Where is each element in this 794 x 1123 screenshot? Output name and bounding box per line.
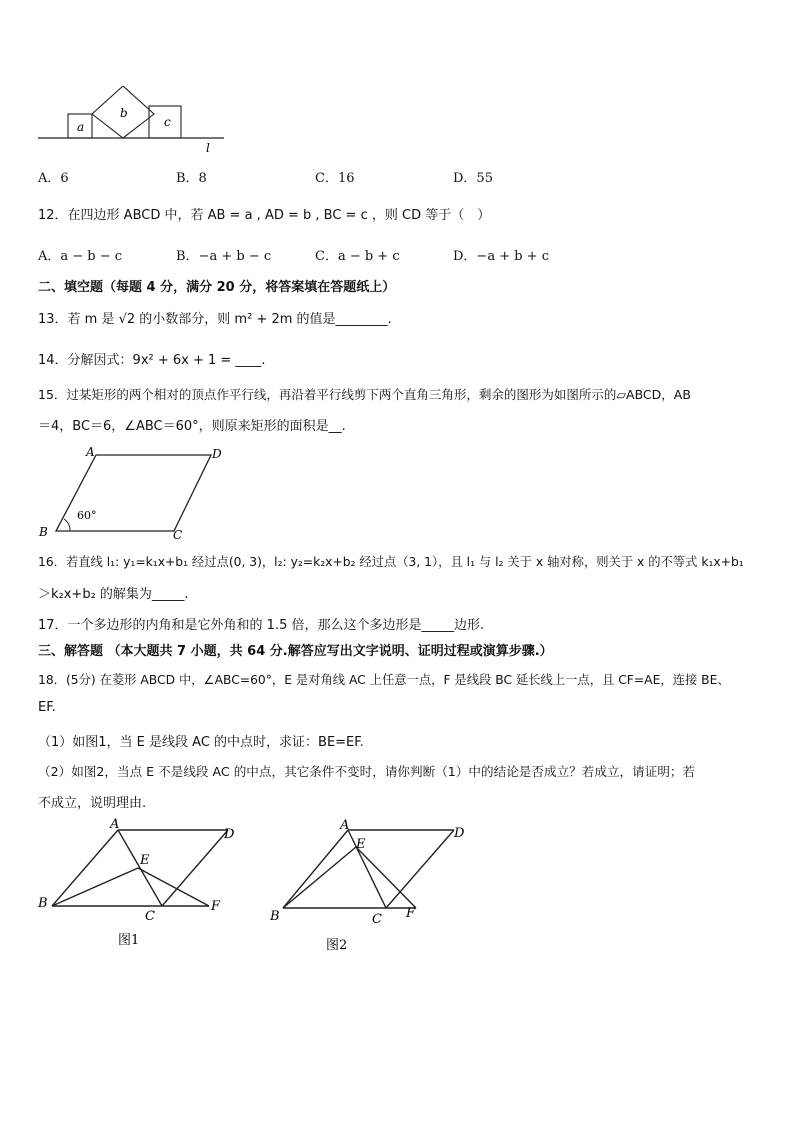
fig2-side-dc bbox=[386, 830, 454, 908]
fig2-label-c: C bbox=[372, 912, 382, 927]
q13-text: 13．若 m 是 √2 的小数部分，则 m² + 2m 的值是________. bbox=[38, 312, 392, 327]
q14-text: 14．分解因式：9x² + 6x + 1 = ____. bbox=[38, 353, 266, 368]
q17-text: 17．一个多边形的内角和是它外角和的 1.5 倍，那么这个多边形是_____边形. bbox=[38, 618, 485, 633]
fig2-label-f: F bbox=[406, 906, 416, 921]
label-b: b bbox=[120, 106, 128, 120]
vertex-c: C bbox=[173, 528, 183, 542]
fig2-caption: 图2 bbox=[326, 938, 348, 953]
fig2-label-e: E bbox=[356, 837, 366, 852]
q11-option-d: D．55 bbox=[453, 171, 493, 186]
section3-heading: 三、解答题 （本大题共 7 小题，共 64 分.解答应写出文字说明、证明过程或演算步骤.） bbox=[38, 644, 553, 659]
q18-figure-2 bbox=[268, 816, 488, 956]
fig2-diagonal-ac bbox=[348, 830, 386, 908]
fig1-label-f: F bbox=[211, 899, 221, 914]
label-l: l bbox=[206, 141, 210, 155]
fig1-segment-ef bbox=[138, 868, 209, 906]
fig1-label-d: D bbox=[224, 827, 235, 842]
fig2-side-ab bbox=[283, 830, 348, 908]
vertex-a: A bbox=[86, 445, 95, 459]
q12-option-d: D．−a + b + c bbox=[453, 249, 549, 264]
fig1-segment-be bbox=[52, 868, 138, 906]
angle-arc bbox=[64, 519, 70, 531]
fig2-label-d: D bbox=[454, 826, 465, 841]
label-a: a bbox=[77, 120, 85, 134]
q18-line1: 18．(5分) 在菱形 ABCD 中，∠ABC=60°，E 是对角线 AC 上任意一点，F 是线段 BC 延长线上一点，且 CF=AE，连接 BE、 bbox=[38, 673, 730, 687]
q16-line1: 16．若直线 l₁: y₁=k₁x+b₁ 经过点(0, 3)，l₂: y₂=k₂x+b₂ 经过点（3, 1），且 l₁ 与 l₂ 关于 x 轴对称，则关于 x 的不等式 k₁x+b₁ bbox=[38, 555, 744, 569]
fig2-segment-be bbox=[283, 847, 356, 908]
fig1-caption: 图1 bbox=[118, 933, 140, 948]
q12-stem: 12．在四边形 ABCD 中，若 AB = a , AD = b , BC = c ，则 CD 等于（ ） bbox=[38, 208, 491, 223]
q11-option-a: A．6 bbox=[38, 171, 69, 186]
q11-option-b: B．8 bbox=[176, 171, 207, 186]
vertex-d: D bbox=[212, 447, 222, 461]
fig1-side-ab bbox=[52, 830, 118, 906]
q18-part1: （1）如图1，当 E 是线段 AC 的中点时，求证：BE=EF. bbox=[38, 735, 364, 750]
q18-part2-line2: 不成立，说明理由. bbox=[38, 796, 147, 811]
q15-parallelogram-figure bbox=[36, 444, 236, 542]
q18-figure-1 bbox=[34, 816, 254, 956]
fig2-segment-ef bbox=[356, 847, 416, 908]
q11-option-c: C．16 bbox=[315, 171, 355, 186]
fig1-label-a: A bbox=[110, 817, 120, 832]
q11-squares-figure bbox=[36, 86, 236, 156]
q12-option-c: C．a − b + c bbox=[315, 249, 400, 264]
fig1-side-dc bbox=[162, 830, 228, 906]
fig1-label-b: B bbox=[38, 896, 48, 911]
q16-line2: ＞k₂x+b₂ 的解集为_____. bbox=[38, 587, 189, 602]
fig2-label-b: B bbox=[270, 909, 280, 924]
q12-option-a: A．a − b − c bbox=[38, 249, 123, 264]
q18-line2: EF. bbox=[38, 700, 56, 715]
q18-part2-line1: （2）如图2，当点 E 不是线段 AC 的中点，其它条件不变时，请你判断（1）中的结论是否成立？若成立，请证明；若 bbox=[38, 764, 696, 779]
vertex-b: B bbox=[39, 525, 48, 539]
fig1-label-c: C bbox=[145, 909, 155, 924]
fig2-label-a: A bbox=[340, 818, 350, 833]
fig1-diagonal-ac bbox=[118, 830, 162, 906]
fig1-label-e: E bbox=[140, 853, 150, 868]
q15-line1: 15．过某矩形的两个相对的顶点作平行线，再沿着平行线剪下两个直角三角形，剩余的图形为如图所示的▱ABCD，AB bbox=[38, 387, 691, 402]
q12-option-b: B．−a + b − c bbox=[176, 249, 272, 264]
section2-heading: 二、填空题（每题 4 分，满分 20 分，将答案填在答题纸上） bbox=[38, 280, 396, 295]
label-c: c bbox=[164, 115, 171, 129]
q15-line2: ＝4，BC＝6，∠ABC＝60°，则原来矩形的面积是__. bbox=[38, 419, 346, 434]
angle-label: 60° bbox=[77, 509, 97, 522]
